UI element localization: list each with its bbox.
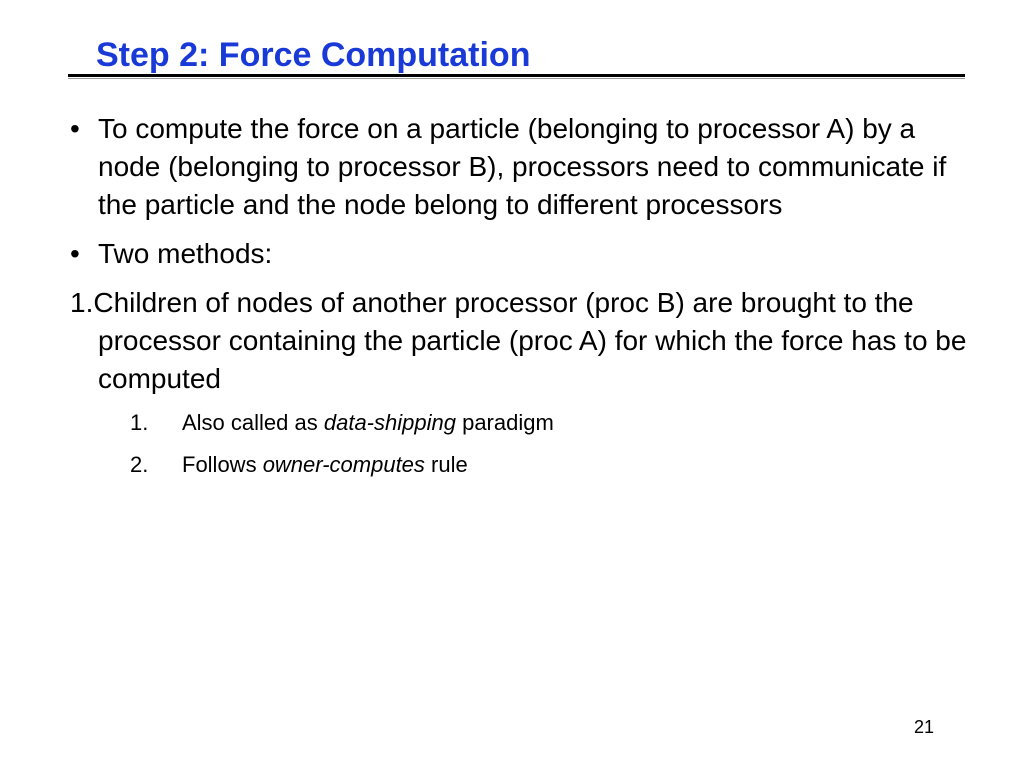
sub-text-before: Also called as bbox=[182, 410, 324, 435]
slide-body bbox=[70, 110, 970, 492]
sub-text-before: Follows bbox=[182, 452, 263, 477]
sub-list-item bbox=[130, 450, 970, 480]
bullet-text: To compute the force on a particle (belonging to processor A) by a node (belonging to processor B), processors need to communicate if the particle and the node belong to different processors bbox=[98, 113, 947, 220]
sub-text-emphasis: data-shipping bbox=[323, 410, 456, 435]
bullet-item bbox=[70, 110, 970, 224]
title-underline bbox=[68, 74, 965, 77]
sub-text-after: paradigm bbox=[455, 410, 554, 435]
sub-list-number: 1. bbox=[130, 410, 149, 435]
title-underline-shadow bbox=[68, 78, 965, 79]
page-number: 21 bbox=[913, 717, 934, 737]
sub-list-item bbox=[130, 408, 970, 438]
numbered-method bbox=[70, 284, 970, 398]
sub-list-text bbox=[182, 408, 554, 438]
sub-list-text bbox=[182, 450, 468, 480]
bullet-item bbox=[70, 235, 970, 273]
sub-list-number: 2. bbox=[130, 452, 149, 477]
method-number: 1. bbox=[70, 287, 94, 318]
slide-title: Step 2: Force Computation bbox=[96, 36, 531, 74]
bullet-marker: • bbox=[70, 113, 80, 144]
sub-text-emphasis: owner-computes bbox=[262, 452, 425, 477]
method-text: Children of nodes of another processor (proc B) are brought to the processor containing the particle (proc A) for which the force has to be computed bbox=[93, 287, 967, 394]
sub-text-after: rule bbox=[424, 452, 468, 477]
bullet-marker: • bbox=[70, 238, 80, 269]
bullet-text: Two methods: bbox=[98, 238, 273, 269]
